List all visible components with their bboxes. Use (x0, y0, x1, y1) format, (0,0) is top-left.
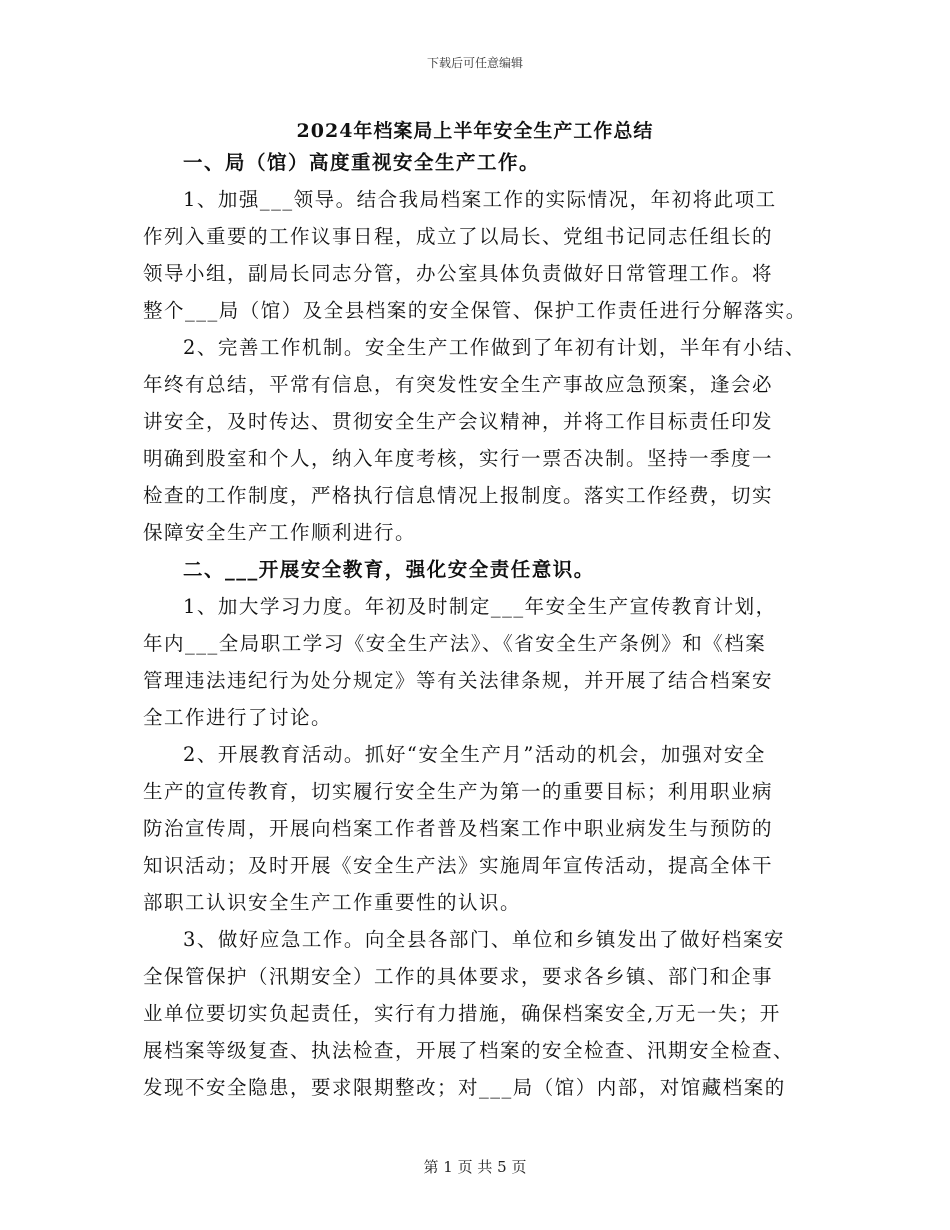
header-note: 下载后可任意编辑 (426, 56, 523, 70)
paragraph-line: 年终有总结，平常有信息，有突发性安全生产事故应急预案，逢会必 (143, 373, 774, 396)
paragraph-line: 作列入重要的工作议事日程，成立了以局长、党组书记同志任组长的 (143, 225, 774, 248)
paragraph-line: 知识活动；及时开展《安全生产法》实施周年宣传活动，提高全体干 (143, 854, 774, 877)
paragraph-line: 防治宣传周，开展向档案工作者普及档案工作中职业病发生与预防的 (143, 817, 774, 840)
paragraph-line: 讲安全，及时传达、贯彻安全生产会议精神，并将工作目标责任印发 (143, 410, 774, 433)
paragraph-line: 年内___全局职工学习《安全生产法》、《省安全生产条例》和《档案 (143, 632, 767, 655)
paragraph-line: 2、完善工作机制。安全生产工作做到了年初有计划，半年有小结、 (183, 336, 806, 359)
paragraph-line: 整个___局（馆）及全县档案的安全保管、保护工作责任进行分解落实。 (143, 299, 807, 322)
paragraph-line: 业单位要切实负起责任，实行有力措施，确保档案安全,万无一失；开 (143, 1002, 781, 1025)
paragraph-line: 2、开展教育活动。抓好“安全生产月”活动的机会，加强对安全 (183, 743, 766, 766)
section-heading: 二、___开展安全教育，强化安全责任意识。 (183, 558, 595, 581)
page-number: 第 1 页 共 5 页 (423, 1158, 527, 1176)
paragraph-line: 保障安全生产工作顺利进行。 (143, 521, 417, 544)
paragraph-line: 部职工认识安全生产工作重要性的认识。 (143, 891, 522, 914)
paragraph-line: 生产的宣传教育，切实履行安全生产为第一的重要目标；利用职业病 (143, 780, 774, 803)
section-heading: 一、局（馆）高度重视安全生产工作。 (183, 151, 541, 174)
paragraph-line: 明确到股室和个人，纳入年度考核，实行一票否决制。坚持一季度一 (143, 447, 774, 470)
paragraph-line: 3、做好应急工作。向全县各部门、单位和乡镇发出了做好档案安 (183, 928, 785, 951)
paragraph-line: 展档案等级复查、执法检查，开展了档案的安全检查、汛期安全检查、 (143, 1039, 795, 1062)
paragraph-line: 检查的工作制度，严格执行信息情况上报制度。落实工作经费，切实 (143, 484, 774, 507)
paragraph-line: 全工作进行了讨论。 (143, 706, 333, 729)
paragraph-line: 1、加大学习力度。年初及时制定___年安全生产宣传教育计划， (183, 595, 777, 618)
paragraph-line: 发现不安全隐患，要求限期整改；对___局（馆）内部，对馆藏档案的 (143, 1076, 786, 1099)
paragraph-line: 1、加强___领导。结合我局档案工作的实际情况，年初将此项工 (183, 188, 777, 211)
document-title: 2024年档案局上半年安全生产工作总结 (296, 120, 654, 142)
paragraph-line: 领导小组，副局长同志分管，办公室具体负责做好日常管理工作。将 (143, 262, 774, 285)
paragraph-line: 全保管保护（汛期安全）工作的具体要求，要求各乡镇、部门和企事 (143, 965, 774, 988)
paragraph-line: 管理违法违纪行为处分规定》等有关法律条规，并开展了结合档案安 (143, 669, 774, 692)
document-body (143, 144, 823, 1106)
